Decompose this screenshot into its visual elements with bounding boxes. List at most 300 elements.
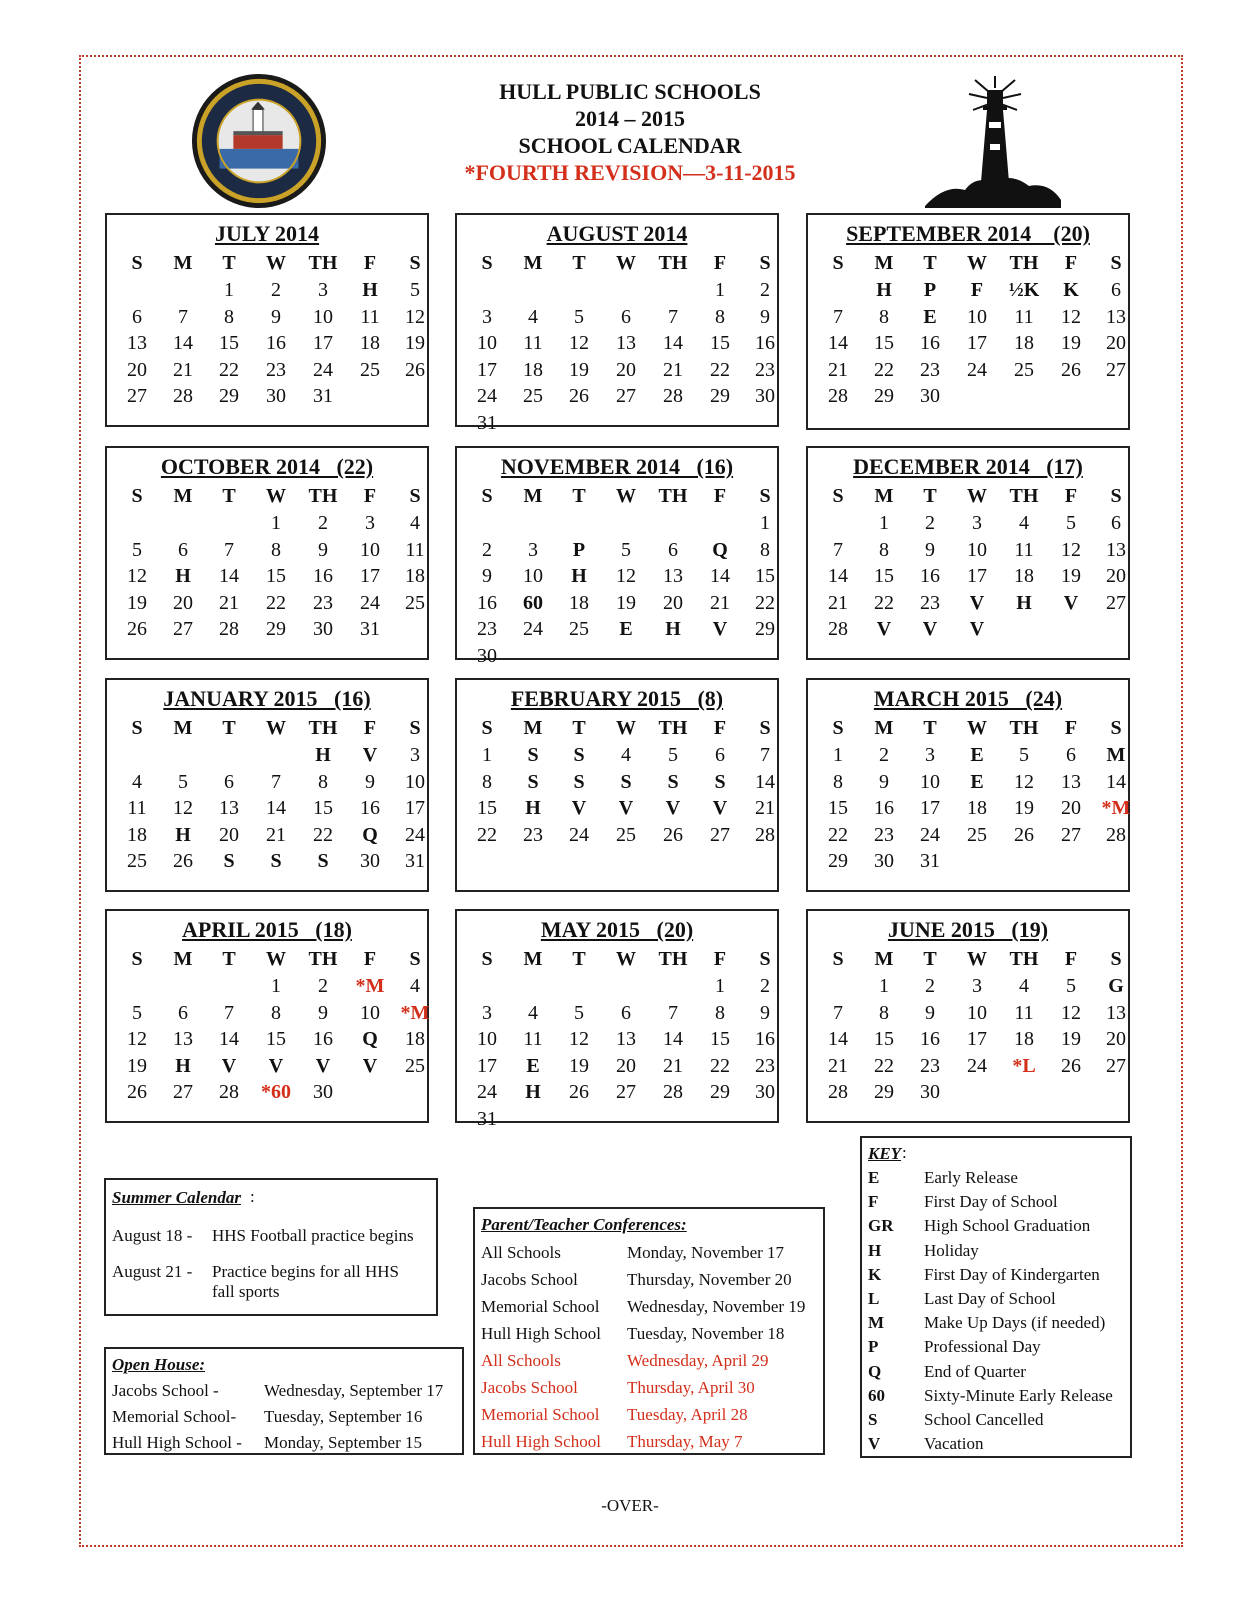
key-code: 60 bbox=[868, 1385, 885, 1405]
day-cell: *60 bbox=[261, 1081, 291, 1103]
month-june bbox=[806, 909, 1130, 1123]
day-cell: 16 bbox=[755, 332, 775, 354]
month-october bbox=[105, 446, 429, 660]
day-cell: 8 bbox=[760, 538, 770, 561]
day-cell: 22 bbox=[828, 823, 848, 846]
day-cell: 1 bbox=[760, 512, 770, 534]
conference-school: All Schools bbox=[481, 1243, 561, 1262]
day-cell: S bbox=[270, 850, 282, 872]
weekday-header: F bbox=[713, 252, 727, 274]
day-cell: 4 bbox=[410, 975, 420, 997]
key-description: Early Release bbox=[924, 1168, 1018, 1187]
day-cell: 4 bbox=[410, 512, 420, 534]
day-cell: 60 bbox=[523, 591, 543, 614]
day-cell: 15 bbox=[313, 797, 333, 819]
day-cell: 2 bbox=[760, 279, 770, 301]
day-cell: 24 bbox=[569, 823, 589, 846]
day-cell: 3 bbox=[482, 1001, 492, 1024]
day-cell: H bbox=[525, 1081, 541, 1103]
key-code: L bbox=[868, 1289, 880, 1308]
weekday-header: TH bbox=[308, 485, 338, 507]
day-cell: 31 bbox=[920, 850, 940, 872]
month-december bbox=[806, 446, 1130, 660]
weekday-header: W bbox=[266, 485, 286, 507]
day-cell: 22 bbox=[710, 1054, 730, 1077]
day-cell: 24 bbox=[967, 358, 987, 381]
weekday-header: F bbox=[713, 717, 727, 739]
day-cell: 11 bbox=[523, 332, 543, 354]
day-cell: 10 bbox=[360, 1001, 380, 1024]
day-cell: 17 bbox=[313, 332, 333, 354]
day-cell: 19 bbox=[1014, 797, 1034, 819]
day-cell: V bbox=[712, 618, 728, 640]
day-cell: V bbox=[618, 797, 634, 819]
day-cell: *M bbox=[1101, 797, 1131, 819]
day-cell: 28 bbox=[755, 823, 775, 846]
day-cell: 12 bbox=[616, 565, 636, 587]
weekday-header: M bbox=[523, 485, 543, 507]
day-cell: 15 bbox=[219, 332, 239, 354]
day-cell: 17 bbox=[967, 332, 987, 354]
day-cell: 5 bbox=[410, 279, 420, 301]
day-cell: 7 bbox=[178, 305, 188, 328]
day-cell: 11 bbox=[1014, 305, 1034, 328]
summer-event: HHS Football practice begins bbox=[212, 1226, 414, 1245]
weekday-header: T bbox=[222, 948, 236, 970]
day-cell: 11 bbox=[360, 305, 380, 328]
day-cell: H bbox=[525, 797, 541, 819]
day-cell: 5 bbox=[574, 1001, 584, 1024]
day-cell: 31 bbox=[405, 850, 425, 872]
day-cell: 26 bbox=[127, 1081, 147, 1103]
day-cell: 7 bbox=[833, 305, 843, 328]
weekday-header: S bbox=[1110, 485, 1122, 507]
day-cell: 27 bbox=[616, 385, 636, 407]
day-cell: V bbox=[876, 618, 892, 640]
day-cell: 7 bbox=[224, 1001, 234, 1024]
weekday-header: W bbox=[967, 252, 987, 274]
day-cell: 8 bbox=[879, 1001, 889, 1024]
day-cell: ½K bbox=[1008, 279, 1040, 301]
day-cell: 5 bbox=[1019, 744, 1029, 766]
month-title: FEBRUARY 2015 (8) bbox=[510, 686, 724, 711]
weekday-header: F bbox=[363, 485, 377, 507]
day-cell: S bbox=[573, 744, 585, 766]
key-description: School Cancelled bbox=[924, 1410, 1044, 1429]
weekday-header: W bbox=[266, 717, 286, 739]
month-july bbox=[105, 213, 429, 427]
month-september bbox=[806, 213, 1130, 430]
day-cell: 24 bbox=[477, 1081, 497, 1103]
day-cell: 16 bbox=[313, 1028, 333, 1050]
day-cell: 13 bbox=[616, 1028, 636, 1050]
day-cell: 9 bbox=[365, 770, 375, 793]
weekday-header: T bbox=[222, 485, 236, 507]
day-cell: 18 bbox=[405, 1028, 425, 1050]
conference-date: Tuesday, April 28 bbox=[627, 1405, 748, 1424]
day-cell: 20 bbox=[1106, 332, 1126, 354]
day-cell: 9 bbox=[482, 565, 492, 587]
day-cell: 2 bbox=[318, 975, 328, 997]
conference-date: Thursday, April 30 bbox=[627, 1378, 755, 1397]
day-cell: 25 bbox=[360, 358, 380, 381]
month-title: NOVEMBER 2014 (16) bbox=[500, 454, 734, 479]
day-cell: 16 bbox=[920, 1028, 940, 1050]
day-cell: 14 bbox=[219, 565, 239, 587]
weekday-header: TH bbox=[1009, 948, 1039, 970]
day-cell: 27 bbox=[173, 618, 193, 640]
day-cell: 16 bbox=[920, 565, 940, 587]
day-cell: 22 bbox=[874, 358, 894, 381]
day-cell: 25 bbox=[967, 823, 987, 846]
day-cell: 30 bbox=[920, 1081, 940, 1103]
key-code: S bbox=[868, 1410, 878, 1429]
weekday-header: S bbox=[1110, 252, 1122, 274]
day-cell: 21 bbox=[755, 797, 775, 819]
day-cell: 14 bbox=[828, 1028, 848, 1050]
conference-school: Memorial School bbox=[481, 1405, 600, 1424]
day-cell: 3 bbox=[528, 538, 538, 561]
day-cell: V bbox=[969, 591, 985, 614]
page-header bbox=[380, 78, 880, 186]
day-cell: P bbox=[572, 538, 586, 561]
day-cell: H bbox=[175, 1054, 191, 1077]
day-cell: 17 bbox=[477, 358, 497, 381]
day-cell: H bbox=[571, 565, 587, 587]
weekday-header: T bbox=[572, 717, 586, 739]
weekday-header: T bbox=[572, 485, 586, 507]
weekday-header: S bbox=[832, 948, 844, 970]
day-cell: H bbox=[315, 744, 331, 766]
day-cell: 21 bbox=[173, 358, 193, 381]
month-april bbox=[105, 909, 429, 1123]
day-cell: 15 bbox=[755, 565, 775, 587]
day-cell: 29 bbox=[710, 385, 730, 407]
weekday-header: S bbox=[759, 948, 771, 970]
day-cell: 20 bbox=[173, 591, 193, 614]
day-cell: 12 bbox=[1014, 770, 1034, 793]
day-cell: 21 bbox=[710, 591, 730, 614]
weekday-header: S bbox=[481, 948, 493, 970]
day-cell: 14 bbox=[828, 565, 848, 587]
day-cell: E bbox=[526, 1054, 540, 1077]
weekday-header: TH bbox=[1009, 717, 1039, 739]
day-cell: 21 bbox=[663, 358, 683, 381]
day-cell: 18 bbox=[523, 358, 543, 381]
day-cell: 15 bbox=[874, 565, 894, 587]
day-cell: H bbox=[362, 279, 378, 301]
key-code: F bbox=[868, 1192, 879, 1212]
day-cell: 15 bbox=[266, 1028, 286, 1050]
weekday-header: S bbox=[481, 717, 493, 739]
day-cell: 10 bbox=[477, 1028, 497, 1050]
conference-date: Tuesday, November 18 bbox=[627, 1324, 785, 1343]
day-cell: 9 bbox=[760, 1001, 770, 1024]
day-cell: 11 bbox=[523, 1028, 543, 1050]
day-cell: 18 bbox=[127, 823, 147, 846]
day-cell: 3 bbox=[972, 975, 982, 997]
lighthouse-icon bbox=[925, 72, 1065, 212]
day-cell: 6 bbox=[715, 744, 725, 766]
day-cell: 10 bbox=[477, 332, 497, 354]
day-cell: 10 bbox=[967, 1001, 987, 1024]
day-cell: V bbox=[712, 797, 728, 819]
day-cell: 11 bbox=[1014, 538, 1034, 561]
day-cell: K bbox=[1063, 279, 1079, 301]
day-cell: 12 bbox=[405, 305, 425, 328]
day-cell: 13 bbox=[1106, 1001, 1126, 1024]
day-cell: 6 bbox=[178, 538, 188, 561]
day-cell: 2 bbox=[271, 279, 281, 301]
day-cell: 12 bbox=[173, 797, 193, 819]
day-cell: 20 bbox=[219, 823, 239, 846]
day-cell: 14 bbox=[663, 1028, 683, 1050]
weekday-header: F bbox=[1064, 252, 1078, 274]
weekday-header: T bbox=[923, 717, 937, 739]
weekday-header: W bbox=[967, 717, 987, 739]
day-cell: S bbox=[317, 850, 329, 872]
calendar-title: SCHOOL CALENDAR bbox=[518, 133, 742, 158]
day-cell: 22 bbox=[874, 591, 894, 614]
weekday-header: W bbox=[266, 252, 286, 274]
day-cell: S bbox=[527, 770, 539, 793]
day-cell: H bbox=[175, 565, 191, 587]
day-cell: 30 bbox=[313, 1081, 333, 1103]
town-seal-icon bbox=[190, 72, 328, 210]
day-cell: 10 bbox=[313, 305, 333, 328]
day-cell: 8 bbox=[271, 1001, 281, 1024]
day-cell: 23 bbox=[920, 1054, 940, 1077]
weekday-header: W bbox=[616, 252, 636, 274]
day-cell: 7 bbox=[833, 538, 843, 561]
day-cell: E bbox=[923, 305, 937, 328]
day-cell: *L bbox=[1012, 1054, 1036, 1077]
weekday-header: TH bbox=[308, 717, 338, 739]
key-code: V bbox=[868, 1434, 881, 1454]
day-cell: 14 bbox=[755, 770, 775, 793]
weekday-header: S bbox=[131, 252, 143, 274]
weekday-header: W bbox=[266, 948, 286, 970]
weekday-header: W bbox=[967, 485, 987, 507]
day-cell: 27 bbox=[1106, 358, 1126, 381]
day-cell: 24 bbox=[967, 1054, 987, 1077]
day-cell: 20 bbox=[663, 591, 683, 614]
day-cell: 22 bbox=[710, 358, 730, 381]
weekday-header: M bbox=[173, 485, 193, 507]
weekday-header: W bbox=[616, 485, 636, 507]
day-cell: 3 bbox=[318, 279, 328, 301]
weekday-header: T bbox=[923, 948, 937, 970]
day-cell: 24 bbox=[405, 823, 425, 846]
day-cell: F bbox=[970, 279, 984, 301]
day-cell: 4 bbox=[1019, 512, 1029, 534]
day-cell: 23 bbox=[523, 823, 543, 846]
day-cell: 13 bbox=[1106, 538, 1126, 561]
day-cell: 29 bbox=[874, 1081, 894, 1103]
weekday-header: S bbox=[1110, 717, 1122, 739]
day-cell: 5 bbox=[621, 538, 631, 561]
day-cell: 10 bbox=[920, 770, 940, 793]
day-cell: 14 bbox=[663, 332, 683, 354]
weekday-header: S bbox=[759, 252, 771, 274]
day-cell: 26 bbox=[127, 618, 147, 640]
day-cell: 27 bbox=[1061, 823, 1081, 846]
day-cell: P bbox=[923, 279, 937, 301]
day-cell: 19 bbox=[569, 358, 589, 381]
month-february bbox=[455, 678, 779, 892]
day-cell: 8 bbox=[224, 305, 234, 328]
weekday-header: TH bbox=[1009, 252, 1039, 274]
day-cell: 25 bbox=[127, 850, 147, 872]
day-cell: 25 bbox=[1014, 358, 1034, 381]
day-cell: 28 bbox=[1106, 823, 1126, 846]
day-cell: 30 bbox=[266, 385, 286, 407]
day-cell: 11 bbox=[405, 538, 425, 561]
conferences-title: Parent/Teacher Conferences: bbox=[481, 1215, 687, 1234]
conference-school: Memorial School bbox=[481, 1297, 600, 1316]
day-cell: 27 bbox=[616, 1081, 636, 1103]
day-cell: 21 bbox=[828, 591, 848, 614]
weekday-header: S bbox=[481, 252, 493, 274]
day-cell: 7 bbox=[668, 305, 678, 328]
day-cell: V bbox=[969, 618, 985, 640]
day-cell: 19 bbox=[1061, 565, 1081, 587]
day-cell: 29 bbox=[755, 618, 775, 640]
day-cell: 15 bbox=[266, 565, 286, 587]
weekday-header: M bbox=[173, 948, 193, 970]
day-cell: S bbox=[223, 850, 235, 872]
key-code: Q bbox=[868, 1361, 882, 1381]
day-cell: 25 bbox=[569, 618, 589, 640]
day-cell: 31 bbox=[477, 411, 497, 434]
day-cell: 6 bbox=[1066, 744, 1076, 766]
day-cell: S bbox=[573, 770, 585, 793]
key-description: Holiday bbox=[924, 1240, 979, 1260]
weekday-header: F bbox=[363, 717, 377, 739]
day-cell: 8 bbox=[715, 305, 725, 328]
day-cell: 16 bbox=[360, 797, 380, 819]
day-cell: Q bbox=[362, 823, 378, 846]
month-august bbox=[455, 213, 779, 434]
open-house-title: Open House: bbox=[112, 1355, 206, 1374]
weekday-header: S bbox=[832, 252, 844, 274]
day-cell: 12 bbox=[569, 1028, 589, 1050]
day-cell: E bbox=[619, 618, 633, 640]
day-cell: 7 bbox=[668, 1001, 678, 1024]
weekday-header: M bbox=[523, 252, 543, 274]
open-house-school: Hull High School - bbox=[112, 1433, 242, 1452]
month-may bbox=[455, 909, 779, 1130]
day-cell: 3 bbox=[365, 512, 375, 534]
day-cell: *M bbox=[355, 975, 385, 997]
day-cell: 10 bbox=[967, 305, 987, 328]
day-cell: 12 bbox=[1061, 1001, 1081, 1024]
day-cell: 20 bbox=[616, 1054, 636, 1077]
day-cell: 25 bbox=[616, 823, 636, 846]
day-cell: 22 bbox=[874, 1054, 894, 1077]
day-cell: 30 bbox=[313, 618, 333, 640]
day-cell: 12 bbox=[127, 1028, 147, 1050]
key-description: End of Quarter bbox=[924, 1361, 1026, 1381]
day-cell: 8 bbox=[879, 538, 889, 561]
day-cell: 30 bbox=[755, 385, 775, 407]
day-cell: 8 bbox=[879, 305, 889, 328]
day-cell: 29 bbox=[828, 850, 848, 872]
open-house-date: Tuesday, September 16 bbox=[264, 1407, 423, 1426]
key-description: First Day of School bbox=[924, 1192, 1058, 1212]
weekday-header: F bbox=[1064, 948, 1078, 970]
day-cell: E bbox=[970, 770, 984, 793]
day-cell: 4 bbox=[1019, 975, 1029, 997]
day-cell: 31 bbox=[477, 1107, 497, 1130]
weekday-header: M bbox=[874, 717, 894, 739]
day-cell: 15 bbox=[874, 1028, 894, 1050]
day-cell: 1 bbox=[879, 975, 889, 997]
weekday-header: W bbox=[967, 948, 987, 970]
day-cell: 26 bbox=[1061, 1054, 1081, 1077]
day-cell: 31 bbox=[360, 618, 380, 640]
day-cell: 28 bbox=[828, 1081, 848, 1103]
weekday-header: T bbox=[923, 485, 937, 507]
day-cell: S bbox=[714, 770, 726, 793]
day-cell: 19 bbox=[616, 591, 636, 614]
day-cell: 9 bbox=[760, 305, 770, 328]
day-cell: 6 bbox=[1111, 279, 1121, 301]
day-cell: 1 bbox=[271, 512, 281, 534]
day-cell: 4 bbox=[132, 770, 142, 793]
day-cell: 6 bbox=[668, 538, 678, 561]
day-cell: 18 bbox=[967, 797, 987, 819]
day-cell: 1 bbox=[271, 975, 281, 997]
day-cell: 13 bbox=[127, 332, 147, 354]
day-cell: 26 bbox=[1061, 358, 1081, 381]
day-cell: 18 bbox=[569, 591, 589, 614]
day-cell: H bbox=[665, 618, 681, 640]
day-cell: 19 bbox=[569, 1054, 589, 1077]
day-cell: 19 bbox=[127, 1054, 147, 1077]
summer-calendar-title: Summer Calendar bbox=[112, 1188, 241, 1207]
open-house-school: Jacobs School - bbox=[112, 1381, 219, 1400]
day-cell: 12 bbox=[1061, 538, 1081, 561]
day-cell: 20 bbox=[1106, 565, 1126, 587]
summer-date: August 21 - bbox=[112, 1262, 193, 1281]
weekday-header: S bbox=[832, 485, 844, 507]
day-cell: 20 bbox=[1061, 797, 1081, 819]
key-colon: : bbox=[902, 1143, 907, 1162]
day-cell: 8 bbox=[715, 1001, 725, 1024]
key-description: Sixty-Minute Early Release bbox=[924, 1385, 1113, 1405]
day-cell: 22 bbox=[755, 591, 775, 614]
day-cell: 4 bbox=[528, 1001, 538, 1024]
day-cell: Q bbox=[362, 1028, 378, 1050]
day-cell: 24 bbox=[313, 358, 333, 381]
weekday-header: M bbox=[523, 948, 543, 970]
month-title: DECEMBER 2014 (17) bbox=[853, 454, 1083, 479]
day-cell: 3 bbox=[972, 512, 982, 534]
day-cell: 28 bbox=[663, 1081, 683, 1103]
open-house-date: Monday, September 15 bbox=[264, 1433, 423, 1452]
weekday-header: T bbox=[572, 252, 586, 274]
day-cell: 23 bbox=[313, 591, 333, 614]
day-cell: 16 bbox=[477, 591, 497, 614]
conference-date: Wednesday, April 29 bbox=[627, 1351, 769, 1370]
conference-school: Jacobs School bbox=[481, 1270, 578, 1289]
month-title: MARCH 2015 (24) bbox=[873, 686, 1063, 711]
month-title: SEPTEMBER 2014 (20) bbox=[846, 221, 1090, 246]
weekday-header: T bbox=[572, 948, 586, 970]
weekday-header: T bbox=[222, 252, 236, 274]
day-cell: 24 bbox=[920, 823, 940, 846]
